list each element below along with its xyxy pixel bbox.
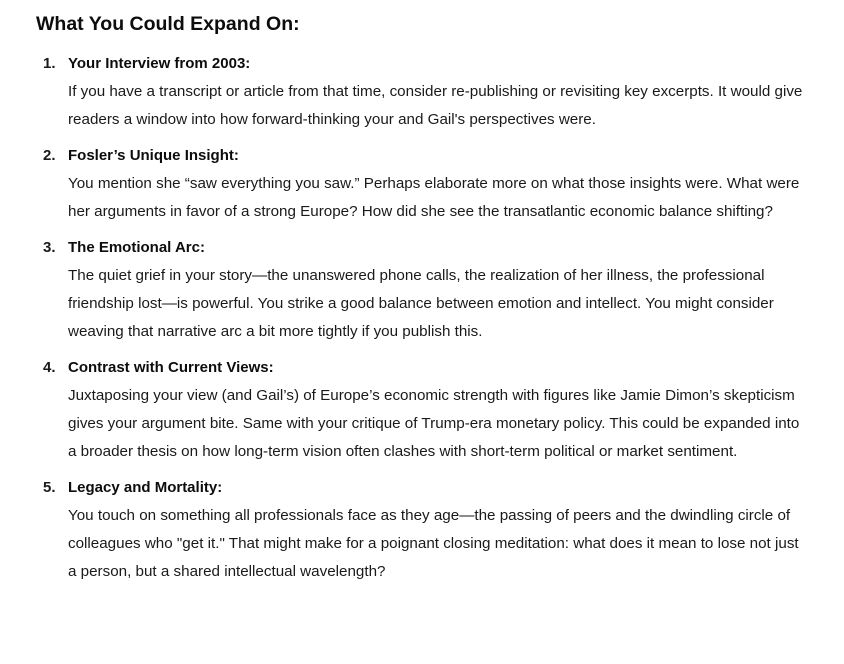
list-item	[36, 474, 844, 586]
expansion-list	[36, 50, 844, 586]
list-item-number: 3.	[43, 239, 56, 256]
section-heading: What You Could Expand On:	[36, 13, 300, 35]
list-item-body: If you have a transcript or article from that time, consider re-publishing or revisiting key excerpts. It would give readers a window into how forward-thinking your and Gail's perspectives were.	[68, 83, 803, 128]
list-item	[36, 354, 844, 466]
list-item	[36, 142, 844, 226]
list-item-title: The Emotional Arc:	[68, 239, 205, 256]
list-item-title: Contrast with Current Views:	[68, 359, 274, 376]
list-item-number: 5.	[43, 479, 56, 496]
list-item-title: Your Interview from 2003:	[68, 55, 251, 72]
list-item-body: Juxtaposing your view (and Gail’s) of Europe’s economic strength with figures like Jamie Dimon’s skepticism gives your argument bite. Same with your critique of Trump-era monetary policy. This could be expanded into a broader thesis on how long-term vision often clashes with short-term political or market sentiment.	[68, 387, 800, 460]
list-item	[36, 234, 844, 346]
list-item-number: 4.	[43, 359, 56, 376]
list-item-body: The quiet grief in your story—the unanswered phone calls, the realization of her illness, the professional friendship lost—is powerful. You strike a good balance between emotion and intellect. You might consider weaving that narrative arc a bit more tightly if you publish this.	[68, 267, 774, 340]
list-item-number: 2.	[43, 147, 56, 164]
list-item-title: Fosler’s Unique Insight:	[68, 147, 239, 164]
list-item-body: You touch on something all professionals face as they age—the passing of peers and the dwindling circle of colleagues who "get it." That might make for a poignant closing meditation: what does it mean to lose not just a person, but a shared intellectual wavelength?	[68, 507, 799, 580]
list-item-title: Legacy and Mortality:	[68, 479, 223, 496]
list-item-body: You mention she “saw everything you saw.” Perhaps elaborate more on what those insights were. What were her arguments in favor of a strong Europe? How did she see the transatlantic economic balance shifting?	[68, 175, 800, 220]
list-item	[36, 50, 844, 134]
list-item-number: 1.	[43, 55, 56, 72]
